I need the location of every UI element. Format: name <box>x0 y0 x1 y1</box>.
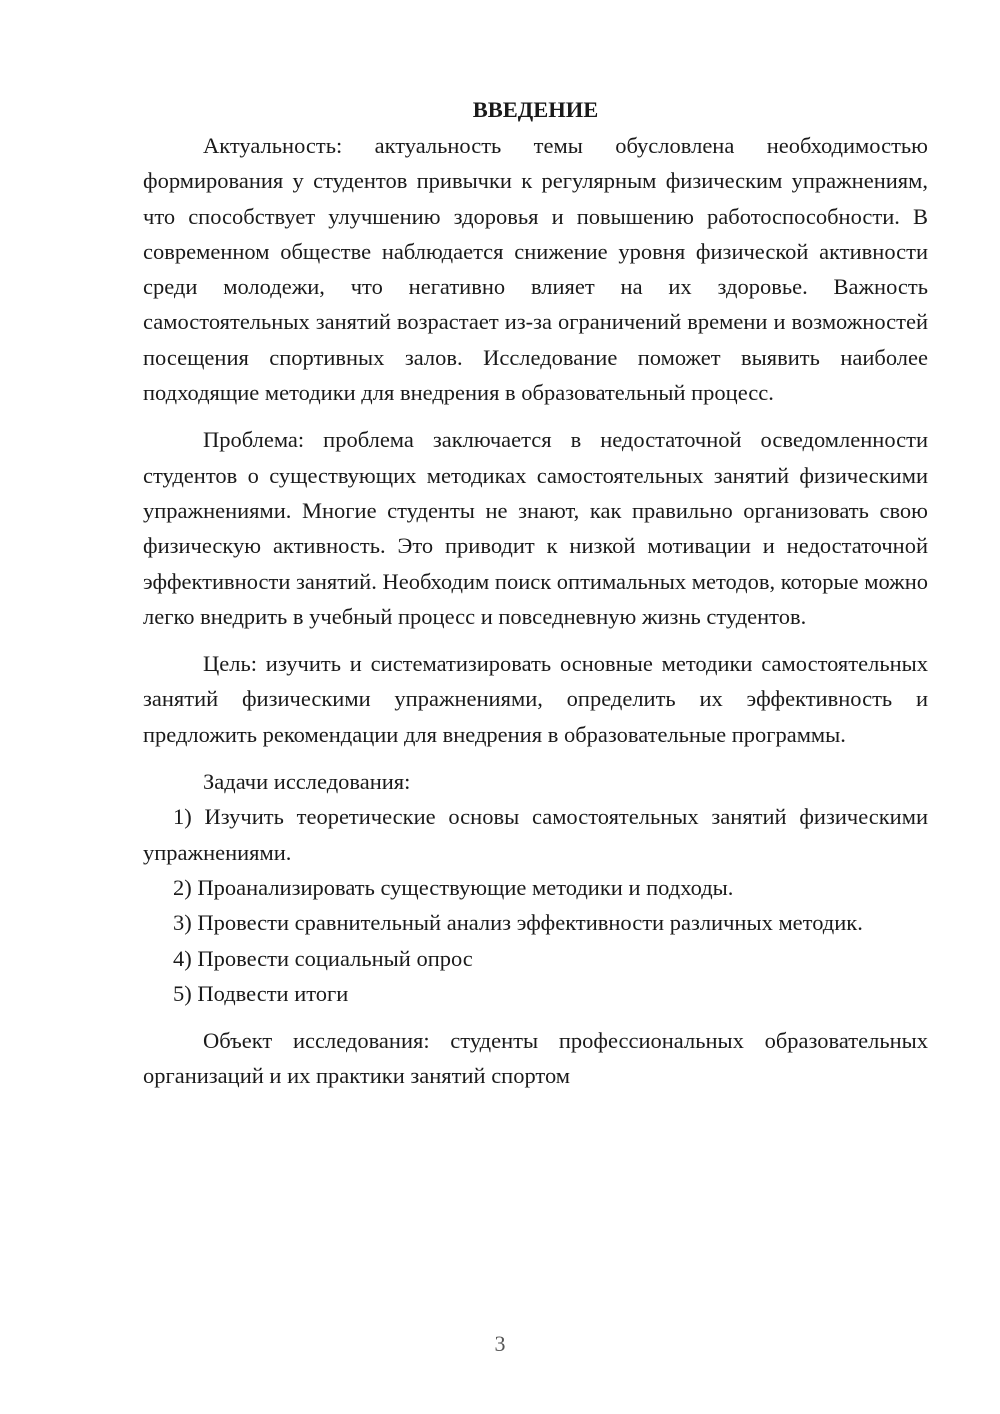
object-paragraph: Объект исследования: студенты профессиональных образовательных организаций и их практики занятий спортом <box>143 1028 928 1089</box>
page-body <box>143 92 928 1094</box>
problem-paragraph: Проблема: проблема заключается в недостаточной осведомленности студентов о существующих методиках самостоятельных занятий физическими упражнениями. Многие студенты не знают, как правильно организовать свою физическую активность. Это приводит к низкой мотивации и недостаточной эффективности занятий. Необходим поиск оптимальных методов, которые можно легко внедрить в учебный процесс и повседневную жизнь студентов. <box>143 427 928 629</box>
task-item-4: 4) Провести социальный опрос <box>173 945 473 971</box>
task-item-5: 5) Подвести итоги <box>173 980 349 1006</box>
task-item-3: 3) Провести сравнительный анализ эффективности различных методик. <box>173 910 863 936</box>
task-item-1: 1) Изучить теоретические основы самостоятельных занятий физическими упражнениями. <box>143 804 928 865</box>
goal-paragraph: Цель: изучить и систематизировать основные методики самостоятельных занятий физическими упражнениями, определить их эффективность и предложить рекомендации для внедрения в образовательные программы. <box>143 651 928 747</box>
relevance-paragraph: Актуальность: актуальность темы обусловлена необходимостью формирования у студентов привычки к регулярным физическим упражнениям, что способствует улучшению здоровья и повышению работоспособности. В современном обществе наблюдается снижение уровня физической активности среди молодежи, что негативно влияет на их здоровье. Важность самостоятельных занятий возрастает из-за ограничений времени и возможностей посещения спортивных залов. Исследование поможет выявить наиболее подходящие методики для внедрения в образовательный процесс. <box>143 133 928 406</box>
task-item-2: 2) Проанализировать существующие методики и подходы. <box>173 874 734 900</box>
section-heading: ВВЕДЕНИЕ <box>472 97 599 122</box>
page-number: 3 <box>494 1331 506 1356</box>
tasks-heading: Задачи исследования: <box>203 769 411 795</box>
